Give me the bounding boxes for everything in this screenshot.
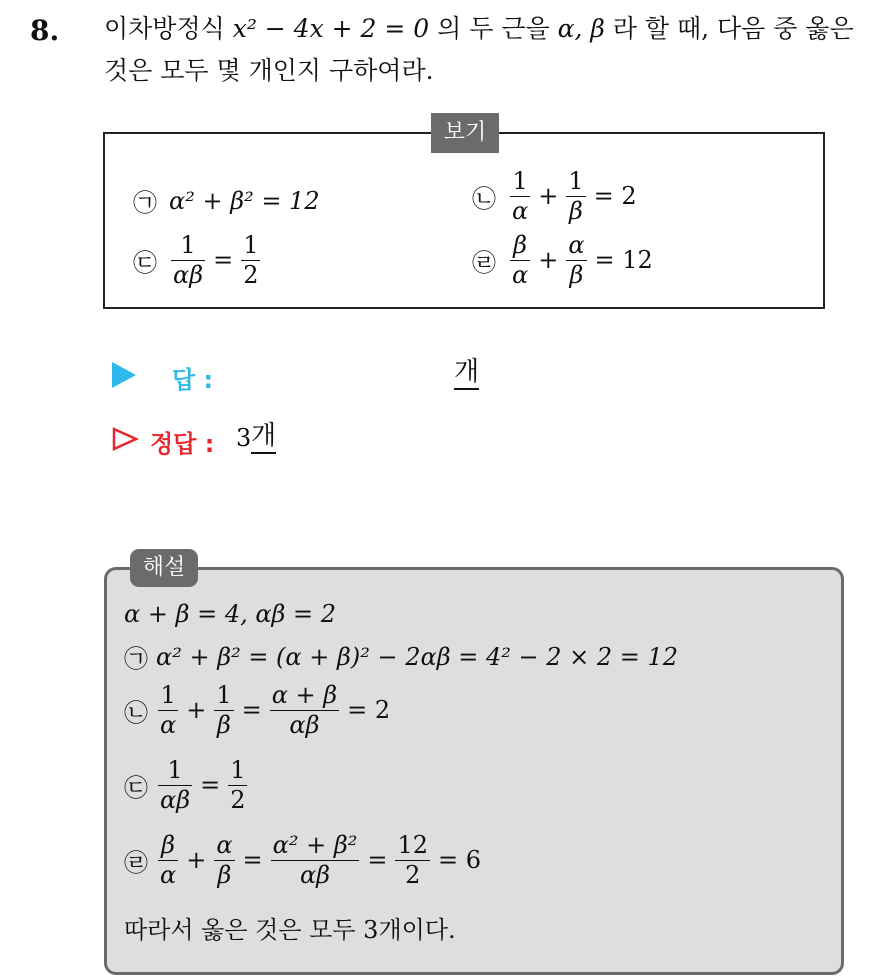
rhs: = 6 [438,846,482,875]
correct-unit: 개 [251,422,276,454]
bogi-label: 보기 [431,113,499,153]
question-number: 8. [30,14,60,47]
denominator: αβ [289,710,320,739]
fraction [510,232,530,289]
question-text-b: 의 두 근을 [437,14,550,43]
bogi-item-4 [472,232,659,289]
denominator: β [217,860,232,889]
question-text-c: 라 할 때, 다음 중 옳은 [612,14,854,43]
question-line-1 [104,16,854,41]
equals: = [242,846,263,875]
denominator: α [512,196,529,225]
denominator: α [512,260,529,289]
fraction [214,832,234,889]
denominator: αβ [160,785,191,814]
roots-symbols: α, β [557,14,605,43]
fraction [158,757,192,814]
bogi-item-3 [133,232,262,289]
fraction [171,232,205,289]
solution-line-2 [124,639,678,674]
answer-arrow-icon [112,362,136,388]
operator: + [538,182,559,211]
numerator: α² + β² [272,831,358,859]
operator: + [538,246,559,275]
fraction [566,168,585,225]
equals: = [367,846,388,875]
denominator: 2 [405,860,421,889]
fraction [214,682,233,739]
numerator: 12 [397,831,429,859]
correct-label: 정답 : [150,430,215,458]
correct-value: 3 [236,424,252,452]
item-label: ㉣ [472,248,496,277]
denominator: β [569,196,583,225]
numerator: 1 [180,231,196,259]
solution-conclusion: 따라서 옳은 것은 모두 3개이다. [124,916,456,944]
rhs: = 12 [594,246,653,275]
fraction [271,832,360,889]
fraction [395,832,430,889]
denominator: β [569,260,584,289]
bogi-item-2 [472,168,643,225]
item-label: ㉡ [124,698,148,727]
item-expression: α² + β² = 12 [169,186,320,215]
fraction [241,232,260,289]
equals: = [241,696,262,725]
solution-expression: α² + β² = (α + β)² − 2αβ = 4² − 2 × 2 = 12 [156,642,679,671]
rhs: = 2 [593,182,637,211]
item-label: ㉠ [133,189,157,217]
denominator: α [160,860,177,889]
numerator: β [513,231,528,259]
item-label: ㉣ [124,848,148,877]
equals: = [213,246,234,275]
rhs: = 2 [347,696,391,725]
solution-line-4 [124,757,249,814]
denominator: α [160,710,177,739]
numerator: 1 [216,681,232,709]
bogi-item-1 [133,183,320,218]
fraction [270,682,339,739]
numerator: 1 [568,167,584,195]
item-label: ㉢ [133,248,157,277]
correct-arrow-icon [112,427,139,451]
fraction [158,682,178,739]
fraction [228,757,247,814]
denominator: αβ [299,860,331,889]
answer-unit: 개 [454,358,479,390]
denominator: 2 [243,260,259,289]
numerator: 1 [230,756,246,784]
denominator: β [217,710,231,739]
fraction [510,168,530,225]
solution-line-5 [124,832,487,889]
item-label: ㉡ [472,184,496,213]
item-label: ㉠ [124,645,148,673]
quadratic-equation: x² − 4x + 2 = 0 [232,14,430,43]
question-line-2: 것은 모두 몇 개인지 구하여라. [104,56,434,85]
solution-line-3 [124,682,396,739]
numerator: α [568,231,585,259]
numerator: 1 [243,231,259,259]
numerator: α [216,831,233,859]
denominator: 2 [230,785,246,814]
operator: + [186,846,207,875]
operator: + [186,696,207,725]
question-text-a: 이차방정식 [104,14,225,43]
fraction [566,232,586,289]
numerator: 1 [167,756,183,784]
denominator: αβ [173,260,204,289]
fraction [158,832,178,889]
equals: = [200,771,221,800]
solution-line-1: α + β = 4, αβ = 2 [124,600,337,628]
numerator: 1 [160,681,176,709]
numerator: α + β [271,681,338,709]
solution-label: 해설 [130,549,198,587]
answer-label: 답 : [172,366,214,394]
numerator: β [161,831,176,859]
numerator: 1 [512,167,528,195]
item-label: ㉢ [124,773,148,802]
